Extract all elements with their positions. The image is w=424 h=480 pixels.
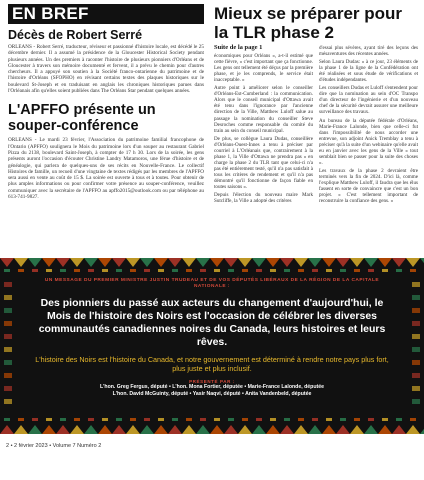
pattern-shape [280, 425, 294, 434]
pattern-shape [252, 425, 266, 434]
pattern-shape [112, 258, 126, 267]
pattern-shape [144, 269, 150, 272]
paragraph: Depuis l'élection du nouveau maire Mark Sutcliffe, la Ville a adopté des critères [214, 192, 313, 205]
ad-content [30, 278, 394, 398]
pattern-shape [412, 360, 420, 365]
pattern-shape [214, 418, 220, 421]
paragraph: Selon Laura Dudas: « à ce jour, 23 éléments de la phase 1 de la ligne de la Confédération ont été réalisées et sous étude de vérifications et d'études indépendantes. [319, 59, 418, 84]
mp-names: L'hon. Greg Fergus, député • L'hon. Mona Fortier, députée • Marie-France Lalonde, députée [100, 384, 324, 390]
pattern-shape [130, 418, 136, 421]
pattern-shape [396, 418, 402, 421]
pattern-shape [308, 425, 322, 434]
pattern-shape [280, 258, 294, 267]
article-title: Décès de Robert Serré [8, 28, 143, 42]
article-body: ORLEANS - Robert Serré, traducteur, réviseur et passionné d'histoire locale, est décédé le 25 décembre dernier. Il a assumé la présidence de la Gloucester Historical Society pendant plusieurs années. Un des premiers à raconter l'histoire de plusieurs pionniers d'Orléans et de Gloucester à travers son mémoire documenté et fervent, il a prévu le chemin pour d'autres chercheurs. Il a appuyé son soutien à la Société franco-ontarienne du patrimoine et de l'histoire d'Orléans (SFOPHO) en révisant certains textes des plaques historiques sur le boulevard St-Joseph et en traduisant en anglais les chroniques historiques parues dans l'Orléanais afin qu'elles soient publiées dans The Orléans Star pendant quelques années. [8, 44, 204, 95]
pattern-shape [412, 334, 420, 339]
pattern-shape [322, 258, 336, 267]
pattern-shape [88, 269, 94, 272]
pattern-shape [252, 258, 266, 267]
pattern-shape [284, 418, 290, 421]
pattern-shape [32, 269, 38, 272]
pattern-shape [354, 418, 360, 421]
pattern-shape [4, 386, 12, 391]
pattern-shape [56, 258, 70, 267]
pattern-shape [4, 295, 12, 300]
pattern-shape [84, 258, 98, 267]
paragraph: De plus, se collègue Laura Dudas, conseillère d'Orléans-Ouest-Innes a tenu à préciser par courriel à L'Orléanais que, contrairement à la phase 1, la Ville d'Ottawa ne prendra pas « en charge la phase 2 du TLR tant que celui-ci n'a pas été entièrement testé, qu'il n'a pas satisfait à tous les critères de rendement et qu'il n'a pas démontré qu'il fonctionne de façon fiable en toutes saisons ». [214, 135, 313, 191]
pattern-shape [186, 418, 192, 421]
section-label: EN BREF [8, 4, 204, 24]
pattern-shape [98, 425, 112, 434]
pattern-shape [392, 258, 406, 267]
pattern-shape [84, 425, 98, 434]
pattern-shape [420, 258, 424, 267]
pattern-shape [238, 425, 252, 434]
pattern-shape [98, 258, 112, 267]
pattern-shape [4, 399, 12, 404]
pattern-shape [294, 258, 308, 267]
pattern-shape [298, 418, 304, 421]
pattern-shape [382, 418, 388, 421]
pattern-shape [368, 418, 374, 421]
pattern-shape [18, 418, 24, 421]
black-history-month-ad [0, 258, 424, 434]
pattern-shape [242, 269, 248, 272]
pattern-shape [256, 418, 262, 421]
pattern-shape [312, 269, 318, 272]
pattern-shape [74, 269, 80, 272]
pattern-shape [4, 334, 12, 339]
continued-label: Suite de la page 1 [214, 44, 263, 51]
pattern-shape [412, 321, 420, 326]
paragraph: Les travaux de la phase 2 devraient être terminés vers la fin de 2024. D'ici là, comme l'explique Matthew Luloff, il faudra que les élus fassent en sorte de convaincre que c'est un bon projet. « C'est tellement important de reconstruire la confiance des gens. » [319, 167, 418, 205]
pattern-shape [336, 258, 350, 267]
pattern-shape [46, 418, 52, 421]
main-article [214, 4, 418, 254]
pattern-shape [4, 418, 10, 421]
pattern-shape [116, 269, 122, 272]
pattern-shape [326, 418, 332, 421]
paragraph: Au bureau de la députée fédérale d'Orléans, Marie-France Lalonde, bien que celle-ci fut dans l'impossibilité de nous accorder une entrevue, son adjoint Anick Tremblay a tenu à préciser qu'à la suite d'un webinaire qu'elle avait eu en janvier avec les gens de la Ville « tout semblait bien se passer pour la suite des choses ». [319, 117, 418, 166]
pattern-shape [412, 373, 420, 378]
pattern-shape [4, 373, 12, 378]
pattern-shape [412, 399, 420, 404]
pattern-shape [294, 425, 308, 434]
pattern-shape [88, 418, 94, 421]
pattern-shape [4, 321, 12, 326]
pattern-shape [196, 258, 210, 267]
pattern-shape [74, 418, 80, 421]
pattern-shape [350, 425, 364, 434]
pattern-shape [172, 269, 178, 272]
pattern-shape [224, 425, 238, 434]
mp-names: L'hon. David McGuinty, député • Yasir Naqvi, député • Anita Vandenbeld, députée [112, 391, 312, 397]
pattern-shape [4, 282, 12, 287]
pattern-shape [224, 258, 238, 267]
paragraph: Les conseillers Dudas et Luloff s'entendent pour dire que la nomination au sein d'OC Transpo d'un directeur de l'ingénierie et d'un nouveau chef de la sécurité devrait assurer une meilleure surveillance des travaux. [319, 85, 418, 116]
pattern-shape [354, 269, 360, 272]
pattern-shape [410, 269, 416, 272]
pattern-shape [172, 418, 178, 421]
pattern-shape [102, 269, 108, 272]
pattern-shape [158, 418, 164, 421]
pattern-shape [4, 360, 12, 365]
pattern-shape [182, 258, 196, 267]
pattern-shape [182, 425, 196, 434]
pattern-shape [130, 269, 136, 272]
pattern-shape [4, 269, 10, 272]
pattern-shape [364, 425, 378, 434]
pattern-shape [14, 425, 28, 434]
pattern-shape [412, 295, 420, 300]
pattern-shape [284, 269, 290, 272]
paragraph: d'essai plus sévères, ayant tiré des leçons des mésaventures des récentes années. [319, 45, 418, 58]
pattern-shape [18, 269, 24, 272]
pattern-shape [60, 269, 66, 272]
pattern-shape [238, 258, 252, 267]
pattern-shape [350, 258, 364, 267]
pattern-shape [412, 386, 420, 391]
pattern-shape [420, 425, 424, 434]
pattern-shape [0, 258, 14, 267]
pattern-shape [42, 425, 56, 434]
pattern-shape [270, 418, 276, 421]
pattern-shape [368, 269, 374, 272]
pattern-shape [228, 418, 234, 421]
ad-subtext: L'histoire des Noirs est l'histoire du Canada, et notre gouvernement est déterminé à rendre notre pays plus fort, plus juste et plus inclusif. [35, 355, 389, 373]
ad-headline: Des pionniers du passé aux acteurs du changement d'aujourd'hui, le Mois de l'histoire des Noirs est l'occasion de célébrer les diverses communautés canadiennes noires du Canada, leurs histoires et leurs rêves. [38, 297, 386, 348]
pattern-shape [214, 269, 220, 272]
pattern-shape [406, 258, 420, 267]
article-column-2 [319, 45, 418, 206]
pattern-shape [46, 269, 52, 272]
pattern-shape [154, 425, 168, 434]
pattern-shape [378, 425, 392, 434]
pattern-shape [210, 258, 224, 267]
pattern-shape [326, 269, 332, 272]
pattern-shape [140, 425, 154, 434]
pattern-shape [256, 269, 262, 272]
pattern-shape [312, 418, 318, 421]
main-headline: Mieux se préparer pour la TLR phase 2 [214, 4, 403, 42]
pattern-shape [70, 258, 84, 267]
pattern-shape [116, 418, 122, 421]
pattern-shape [266, 258, 280, 267]
pattern-shape [186, 269, 192, 272]
pattern-shape [140, 258, 154, 267]
pattern-shape [158, 269, 164, 272]
pattern-shape [228, 269, 234, 272]
pattern-shape [56, 425, 70, 434]
pattern-shape [144, 418, 150, 421]
article-column-1 [214, 45, 313, 206]
pattern-shape [340, 269, 346, 272]
pattern-shape [242, 418, 248, 421]
pattern-shape [28, 425, 42, 434]
pattern-shape [200, 418, 206, 421]
pattern-shape [60, 418, 66, 421]
pattern-shape [196, 425, 210, 434]
pattern-shape [126, 425, 140, 434]
pattern-shape [298, 269, 304, 272]
pattern-shape [42, 258, 56, 267]
page-footer: 2 • 2 février 2023 • Volume 7 Numéro 2 [6, 443, 102, 449]
pattern-shape [0, 425, 14, 434]
paragraph: Autre point à améliorer selon le conseiller d'Orléans-Est-Cumberland : la communication. Alors que le conseil municipal d'Ottawa avait été tenu dans l'ignorance par l'ancienne direction de la Ville, Matthew Luloff salue au passage la nomination du conseiller Steve Desroches comme responsable du comité du train au sein du conseil municipal. [214, 85, 313, 134]
pattern-shape [392, 425, 406, 434]
pattern-shape [270, 269, 276, 272]
pattern-shape [336, 425, 350, 434]
pattern-shape [382, 269, 388, 272]
pattern-shape [154, 258, 168, 267]
paragraph: économiques pour Orléans », a-t-il estimé que cette fièvre, « c'est important que ça fonctionne. Les gens ont tellement été déçus par la première phase, et je les comprends, le service était inacceptable. » [214, 53, 313, 84]
pattern-shape [412, 347, 420, 352]
pattern-shape [266, 425, 280, 434]
pattern-shape [412, 308, 420, 313]
pattern-shape [32, 418, 38, 421]
ad-kicker: UN MESSAGE DU PREMIER MINISTRE JUSTIN TRUDEAU ET DE VOS DÉPUTÉS LIBÉRAUX DE LA RÉGION DE LA CAPITALE NATIONALE : [44, 278, 380, 289]
pattern-shape [364, 258, 378, 267]
pattern-shape [4, 347, 12, 352]
pattern-shape [112, 425, 126, 434]
pattern-shape [4, 308, 12, 313]
pattern-shape [322, 425, 336, 434]
pattern-shape [28, 258, 42, 267]
pattern-shape [200, 269, 206, 272]
pattern-shape [308, 258, 322, 267]
article-columns [214, 45, 418, 206]
pattern-shape [70, 425, 84, 434]
pattern-shape [210, 425, 224, 434]
pattern-shape [168, 425, 182, 434]
pattern-shape [378, 258, 392, 267]
pattern-shape [126, 258, 140, 267]
pattern-shape [396, 269, 402, 272]
article-body: ORLEANS - Le mardi 23 février, l'Association du patrimoine familial francophone de l'Ontario (APFFO) soulignera le Mois du patrimoine lors d'un souper au restaurant Gabriel Pizza du 2138, boulevard Saint-Joseph, à compter de 17 h 30. Lors de la soirée, les gens présents auront l'occasion d'écouter Christine Landry Matamoros, une férue d'histoire et de généalogie, qui parlera de quelques-uns de ses récits en Nouvelle-France. Le collectif Histoires de famille, un recueil d'une vingtaine de textes rédigés par les membres de l'APFFO sera aussi en vente au coût de 15 $. La soirée est ouverte à tous et à toutes. Pour obtenir de plus amples informations ou pour confirmer votre présence au souper-conférence, veuillez communiquer avec la secrétaire de l'APFFO au apffo2015@outlook.com ou par téléphone au 613-741-9827. [8, 137, 204, 201]
pattern-shape [102, 418, 108, 421]
pattern-shape [410, 418, 416, 421]
pattern-shape [14, 258, 28, 267]
pattern-shape [168, 258, 182, 267]
pattern-shape [412, 282, 420, 287]
presented-by-label: PRÉSENTÉ PAR : [189, 379, 235, 384]
article-title: L'APFFO présente un souper-conférence [8, 102, 156, 134]
pattern-shape [406, 425, 420, 434]
pattern-shape [340, 418, 346, 421]
